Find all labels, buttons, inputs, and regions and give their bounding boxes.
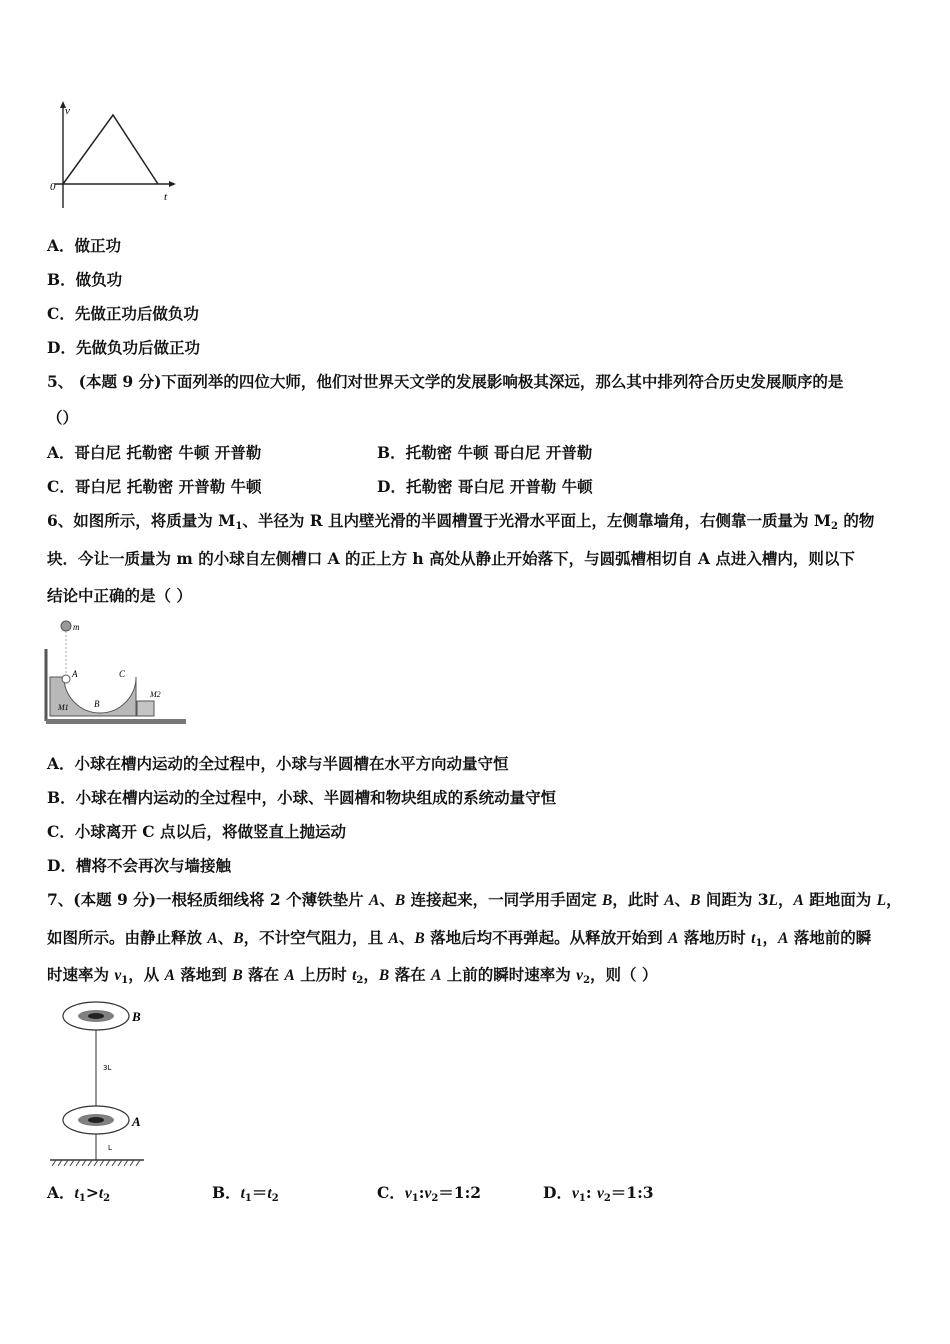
q6-option-a: A．小球在槽内运动的全过程中，小球与半圆槽在水平方向动量守恒 xyxy=(47,754,509,773)
q7-stem-line3: 时速率为 $v_1$，从 A 落地到 B 落在 A 上历时 $t_2$，B 落在 A 上前的瞬时速率为 $v_2$，则（ ） xyxy=(47,965,658,986)
q6-stem-line2: 块．今让一质量为 m 的小球自左侧槽口 A 的正上方 h 高处从静止开始落下，与圆弧槽相切自 A 点进入槽内，则以下 xyxy=(47,549,855,568)
label-C: C xyxy=(119,669,126,679)
label-gap-3L: 3L xyxy=(103,1064,112,1072)
q7-option-b: B．$t_1=t_2$ xyxy=(212,1183,279,1204)
label-B: B xyxy=(94,699,100,709)
washers-string-figure xyxy=(48,998,158,1168)
q5-option-c: C．哥白尼 托勒密 开普勒 牛顿 xyxy=(47,477,262,496)
q6-option-d: D．槽将不会再次与墙接触 xyxy=(47,856,231,875)
velocity-time-graph xyxy=(45,98,185,213)
label-M2: M2 xyxy=(150,690,161,699)
q4-option-a: A．做正功 xyxy=(47,236,122,255)
origin-label: 0 xyxy=(50,181,56,193)
q5-stem-line1: 5、 (本题 9 分)下面列举的四位大师，他们对世界天文学的发展影响极其深远，那么其中排列符合历史发展顺序的是 xyxy=(47,372,844,391)
label-M1: M1 xyxy=(58,703,69,712)
q4-option-d: D．先做负功后做正功 xyxy=(47,338,200,357)
q5-option-a: A．哥白尼 托勒密 牛顿 开普勒 xyxy=(47,443,262,462)
q4-option-b: B．做负功 xyxy=(47,270,123,289)
q7-option-a: A．$t_1>t_2$ xyxy=(47,1183,111,1204)
label-ground-L: L xyxy=(108,1144,112,1152)
q5-option-d: D．托勒密 哥白尼 开普勒 牛顿 xyxy=(377,477,593,496)
q6-option-c: C．小球离开 C 点以后，将做竖直上抛运动 xyxy=(47,822,346,841)
q7-option-c: C．$v_1:v_2=1:2$ xyxy=(377,1183,482,1204)
label-A: A xyxy=(72,669,78,679)
q7-option-d: D．$v_1$: $v_2=1:3$ xyxy=(543,1183,654,1204)
semicircle-groove-figure xyxy=(44,617,189,725)
label-washer-B: B xyxy=(132,1009,141,1024)
q5-option-b: B．托勒密 牛顿 哥白尼 开普勒 xyxy=(377,443,593,462)
q4-option-c: C．先做正功后做负功 xyxy=(47,304,199,323)
q5-stem-line2: （） xyxy=(47,408,79,427)
axis-v-label: v xyxy=(65,105,70,117)
label-washer-A: A xyxy=(132,1114,141,1129)
q6-stem-line3: 结论中正确的是（ ） xyxy=(47,586,192,605)
q7-stem-line2: 如图所示。由静止释放 A、B，不计空气阻力，且 A、B 落地后均不再弹起。从释放开始到 A 落地历时 $t_1$，A 落地前的瞬 xyxy=(47,928,872,949)
q6-option-b: B．小球在槽内运动的全过程中，小球、半圆槽和物块组成的系统动量守恒 xyxy=(47,788,557,807)
axis-t-label: t xyxy=(164,191,168,203)
q6-stem-line1: 6、如图所示，将质量为 $M_1$、半径为 R 且内壁光滑的半圆槽置于光滑水平面上，左侧靠墙角，右侧靠一质量为 $M_2$ 的物 xyxy=(47,511,875,532)
label-m: m xyxy=(73,622,80,632)
q7-stem-line1: 7、(本题 9 分)一根轻质细线将 2 个薄铁垫片 A、B 连接起来，一同学用手固定 B，此时 A、B 间距为 3L，A 距地面为 L， xyxy=(47,890,902,909)
